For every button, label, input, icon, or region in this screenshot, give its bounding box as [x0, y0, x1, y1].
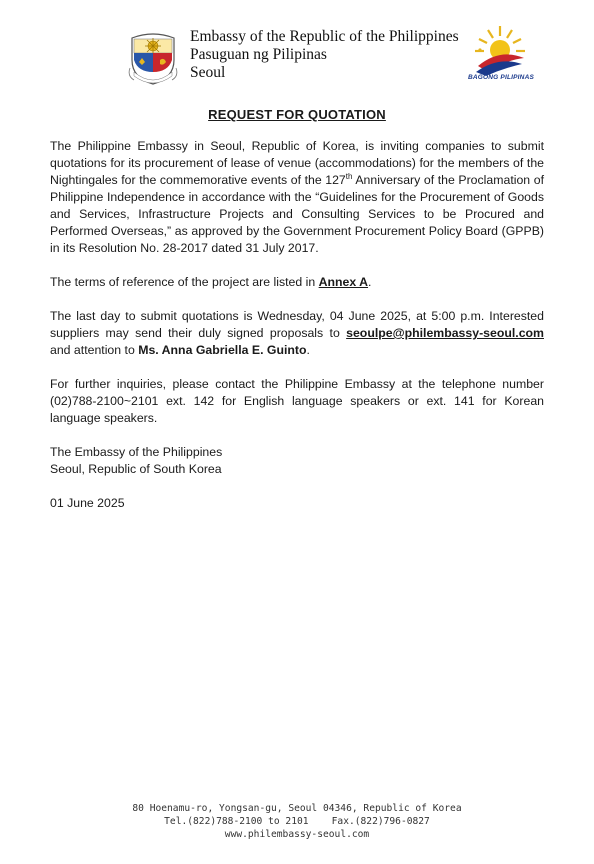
email-link[interactable]: seoulpe@philembassy-seoul.com [346, 326, 544, 340]
letter-body [50, 138, 544, 512]
paragraph-deadline-text-b: and attention to [50, 343, 139, 357]
footer-address: 80 Hoenamu-ro, Yongsan-gu, Seoul 04346, Republic of Korea [132, 803, 462, 814]
philippine-coat-of-arms-icon [124, 28, 182, 86]
paragraph-deadline [50, 308, 544, 359]
paragraph-invitation [50, 138, 544, 257]
document-title: REQUEST FOR QUOTATION [208, 107, 386, 122]
signature-block [50, 444, 544, 478]
paragraph-inquiries: For further inquiries, please contact the Philippine Embassy at the telephone number (02)788-2100~2101 ext. 142 for English language speakers or ext. 141 for Korean language speakers. [50, 377, 544, 425]
annex-a-link[interactable]: Annex A [318, 275, 369, 289]
letterhead-line2: Pasuguan ng Pilipinas [190, 46, 327, 63]
signature-line1: The Embassy of the Philippines [50, 445, 223, 459]
ordinal-suffix: th [345, 171, 353, 181]
letterhead-line3: Seoul [190, 64, 226, 81]
signature-line2: Seoul, Republic of South Korea [50, 462, 222, 476]
paragraph-terms-end: . [368, 275, 372, 289]
paragraph-terms [50, 274, 544, 291]
contact-person-name: Ms. Anna Gabriella E. Guinto [138, 343, 307, 357]
footer [0, 802, 594, 841]
paragraph-deadline-end: . [306, 343, 310, 357]
footer-website[interactable]: www.philembassy-seoul.com [224, 829, 370, 840]
bagong-pilipinas-wordmark: BAGONG PILIPINAS [467, 74, 535, 81]
paragraph-invitation-text-b: Anniversary of the Proclamation of Philippine Independence in accordance with the “Guidelines for the Procurement of Goods and Services, Infrastructure Projects and Consulting Services to be Procured and Performed Overseas,” as approved by the Government Procurement Policy Board (GPPB) in its Resolution No. 28-2017 dated 31 July 2017. [50, 173, 544, 255]
paragraph-terms-text: The terms of reference of the project are listed in [50, 275, 319, 289]
paragraph-deadline-text-a: The last day to submit quotations is Wednesday, 04 June 2025, at 5:00 p.m. Interested suppliers may send their duly signed proposals to [50, 309, 544, 340]
footer-phone: Tel.(822)788-2100 to 2101 Fax.(822)796-0827 [164, 816, 430, 827]
letterhead [190, 28, 459, 82]
paragraph-invitation-text-a: The Philippine Embassy in Seoul, Republic of Korea, is inviting companies to submit quotations for its procurement of lease of venue (accommodations) for the members of the Nightingales for the commemorative events of the 127 [50, 139, 544, 187]
letterhead-line1: Embassy of the Republic of the Philippines [190, 28, 459, 45]
document-date: 01 June 2025 [50, 496, 125, 510]
